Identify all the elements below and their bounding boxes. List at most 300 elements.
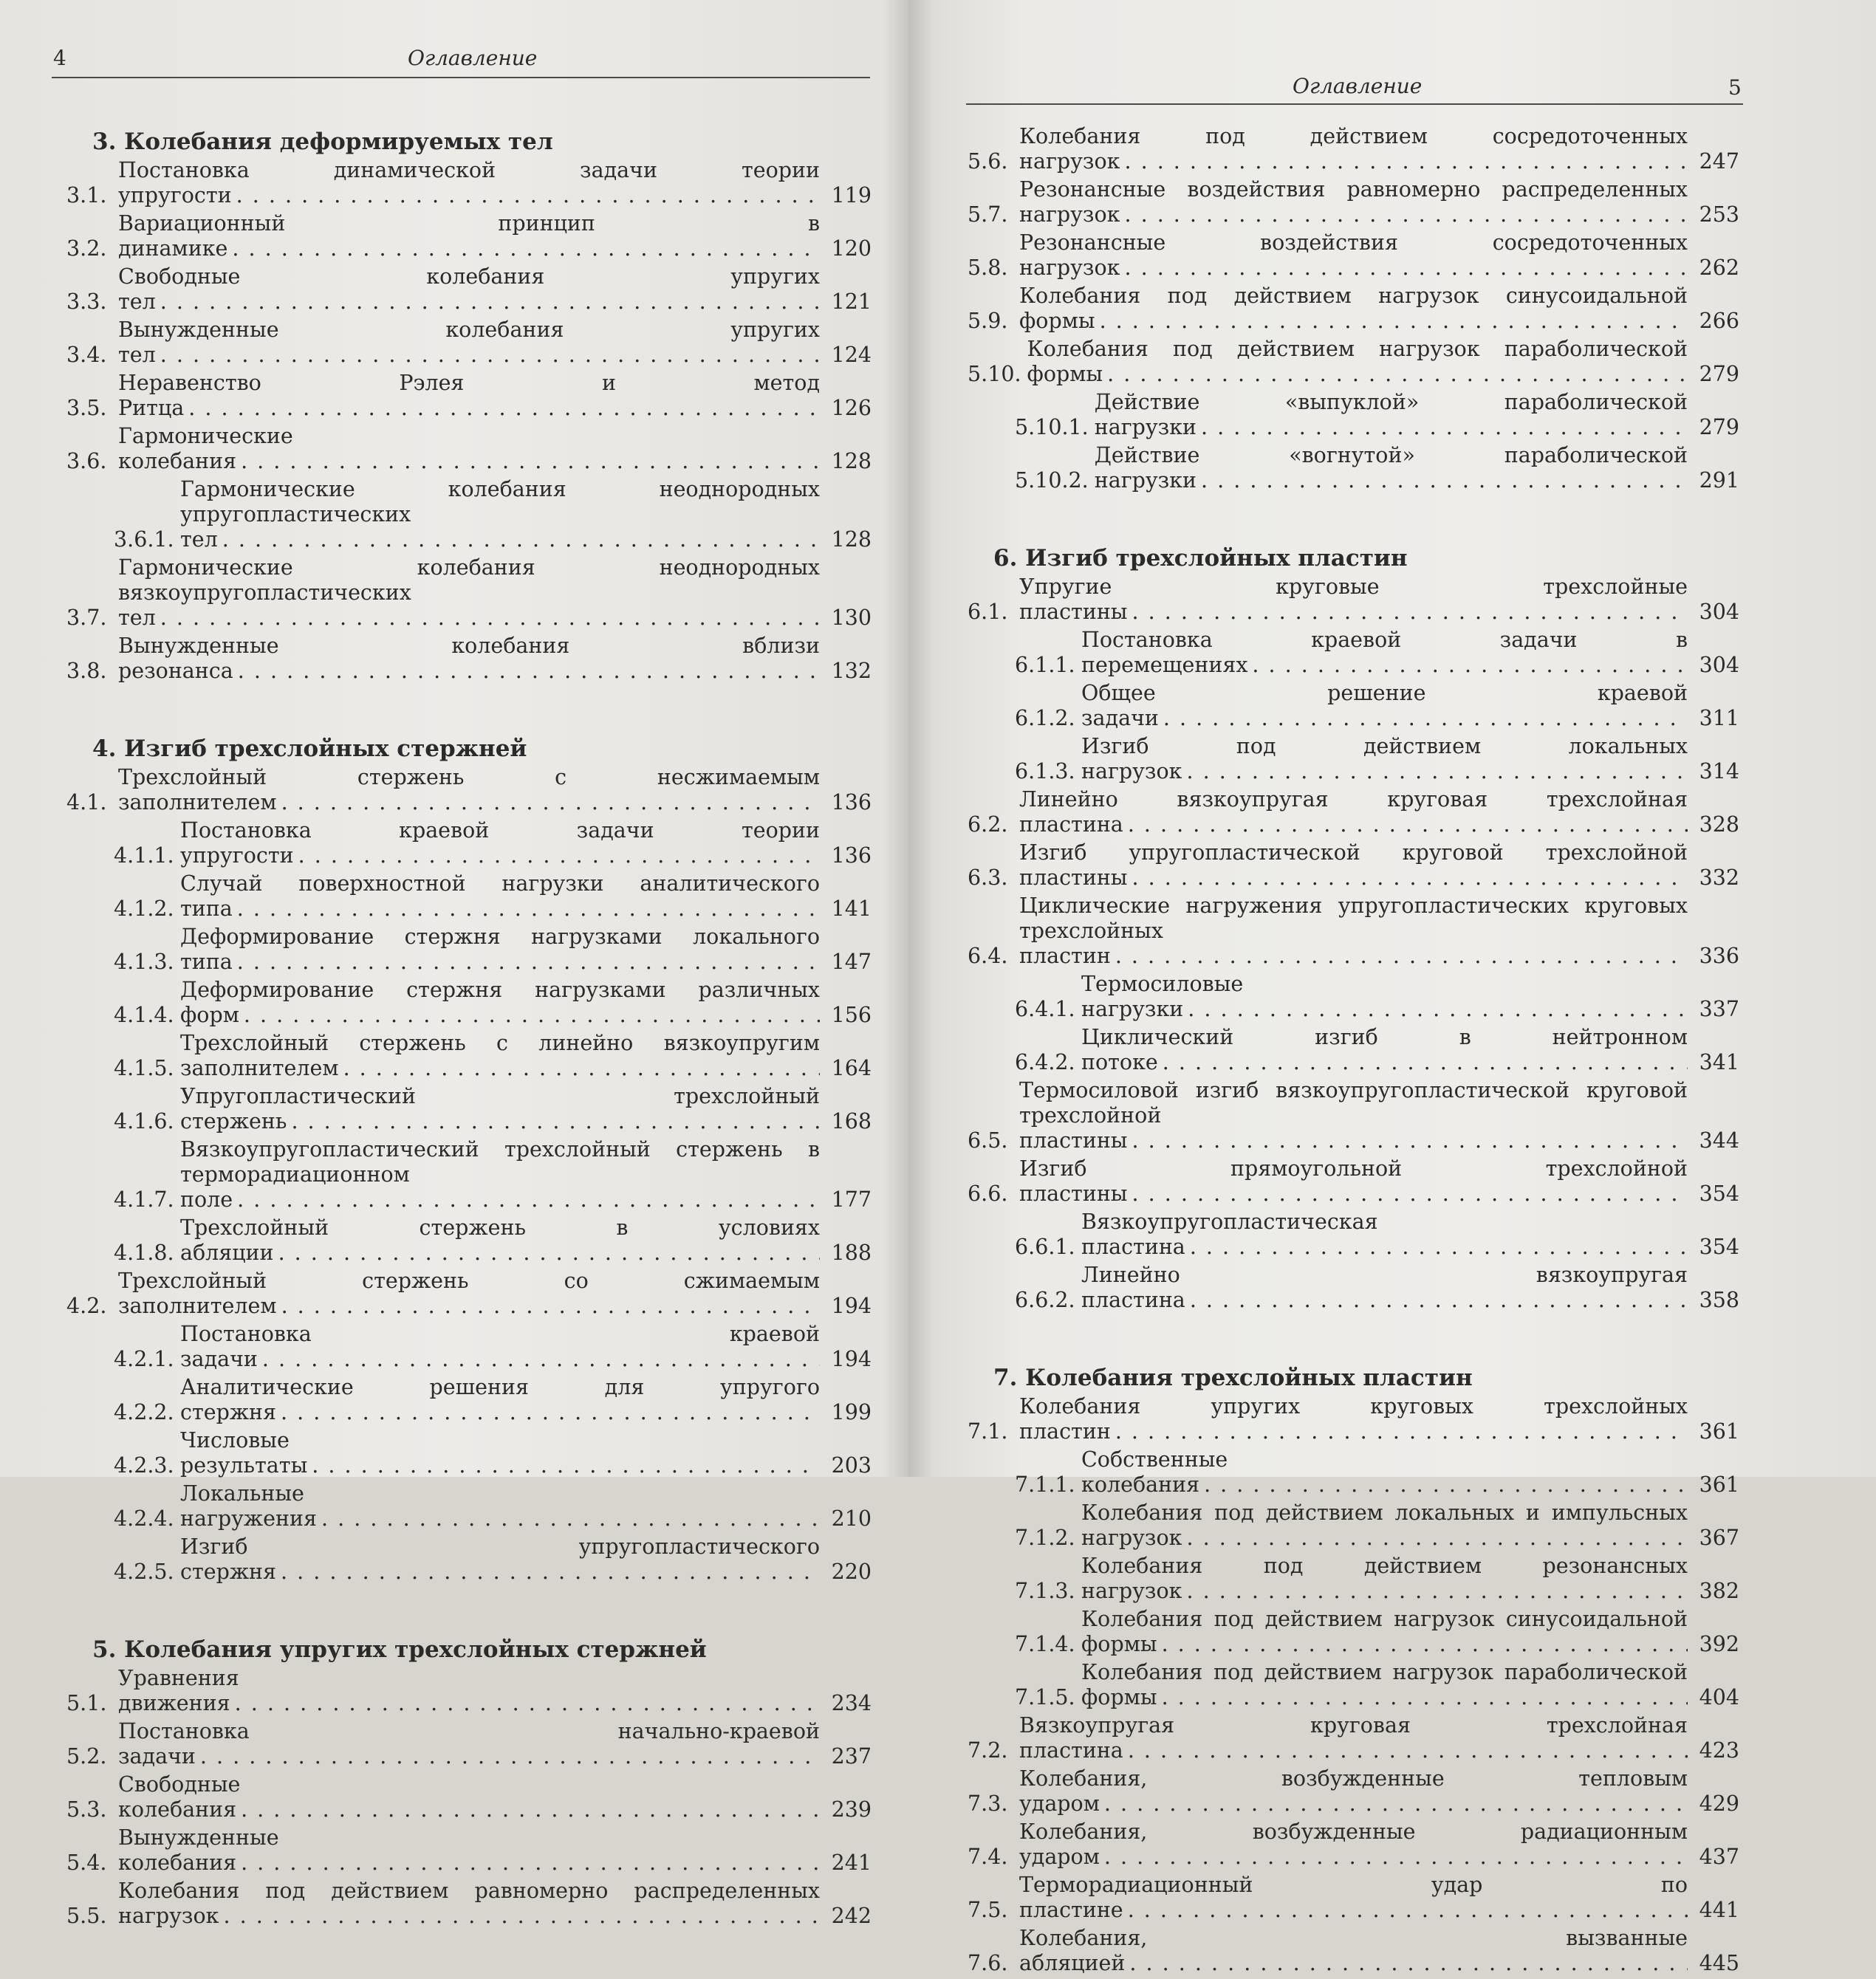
toc-entry-title xyxy=(118,1719,820,1772)
toc-entry-number: 4.1.8. xyxy=(114,1241,174,1265)
toc-entry-title xyxy=(1019,1713,1688,1766)
toc-entry-page: 194 xyxy=(831,1347,872,1371)
toc-entry-page: 220 xyxy=(831,1560,872,1584)
toc-entry-title-text: Изгиб упругопластического стержня xyxy=(180,1534,820,1584)
toc-entry-title-text: Постановка краевой задачи теории упругости xyxy=(180,818,820,868)
toc-entry-number: 5.7. xyxy=(968,202,1008,227)
toc-entry-title xyxy=(1019,1926,1688,1979)
toc-entry[interactable] xyxy=(66,1719,872,1772)
toc-entry-title xyxy=(118,1879,820,1932)
toc-entry[interactable] xyxy=(968,787,1739,840)
toc-entry-title xyxy=(180,1534,820,1588)
toc-entry-page: 429 xyxy=(1699,1791,1739,1816)
toc-entry-number: 5.1. xyxy=(66,1691,107,1715)
toc-entry-title xyxy=(118,555,820,634)
toc-entry[interactable] xyxy=(968,734,1739,787)
toc-entry-title-text: Колебания под действием нагрузок синусоидальной формы xyxy=(1081,1607,1688,1656)
toc-entry-number: 7.1. xyxy=(968,1419,1008,1444)
toc-entry[interactable] xyxy=(66,1534,872,1588)
toc-entry-page: 423 xyxy=(1699,1738,1739,1763)
toc-entry[interactable] xyxy=(66,211,872,264)
toc-entry-title xyxy=(1019,177,1688,230)
toc-entry-title-text: Упругие круговые трехслойные пластины xyxy=(1019,575,1688,624)
toc-entry-title-text: Трехслойный стержень в условиях абляции xyxy=(180,1215,820,1265)
toc-entry[interactable] xyxy=(66,318,872,371)
toc-entry[interactable] xyxy=(968,894,1739,972)
toc-entry-number: 7.6. xyxy=(968,1951,1008,1975)
toc-entry-number: 5.10. xyxy=(968,362,1021,386)
toc-entry-page: 237 xyxy=(831,1744,872,1769)
toc-entry-page: 124 xyxy=(831,343,872,367)
toc-entry-number: 3.7. xyxy=(66,606,107,630)
toc-entry-title xyxy=(1081,681,1688,734)
toc-entry-title xyxy=(118,1825,820,1879)
toc-entry-title xyxy=(1081,1263,1688,1316)
toc-entry-number: 5.8. xyxy=(968,255,1008,280)
toc-entry-title-text: Действие «выпуклой» параболической нагрузки xyxy=(1094,390,1688,439)
toc-entry-title xyxy=(118,158,820,211)
toc-entry[interactable] xyxy=(66,871,872,925)
toc-entry-title-text: Свободные колебания упругих тел xyxy=(118,264,820,314)
toc-entry-number: 4.2.1. xyxy=(114,1347,174,1371)
toc-entry-page: 119 xyxy=(831,183,872,207)
page-number: 4 xyxy=(53,46,66,70)
toc-entry-title xyxy=(1019,230,1688,284)
toc-entry-page: 328 xyxy=(1699,812,1739,837)
toc-entry[interactable] xyxy=(66,1322,872,1375)
toc-entry-number: 6.1.3. xyxy=(1015,759,1075,783)
toc-entry-number: 3.6. xyxy=(66,449,107,473)
toc-entry-number: 7.5. xyxy=(968,1898,1008,1922)
toc-entry-number: 4.2.3. xyxy=(114,1453,174,1478)
toc-entry-page: 188 xyxy=(831,1241,872,1265)
toc-entry[interactable] xyxy=(66,371,872,424)
toc-entry-title xyxy=(118,211,820,264)
toc-entry-page: 437 xyxy=(1699,1845,1739,1869)
toc-entry[interactable] xyxy=(968,575,1739,628)
toc-entry-page: 341 xyxy=(1699,1050,1739,1074)
toc-entry[interactable] xyxy=(66,765,872,818)
toc-entry-title-text: Собственные колебания xyxy=(1081,1447,1228,1497)
toc-entry-title xyxy=(180,477,820,555)
toc-entry[interactable] xyxy=(66,477,872,555)
toc-entry[interactable] xyxy=(66,925,872,978)
toc-entry-title xyxy=(1019,575,1688,628)
toc-entry-title xyxy=(180,871,820,925)
toc-entry[interactable] xyxy=(968,1819,1739,1873)
toc-entry[interactable] xyxy=(968,230,1739,284)
toc-entry-title xyxy=(1019,787,1688,840)
toc-entry-title xyxy=(118,634,820,687)
toc-entry-page: 354 xyxy=(1699,1235,1739,1259)
toc-entry-title xyxy=(118,371,820,424)
toc-entry-title xyxy=(118,1772,820,1825)
toc-entry-page: 141 xyxy=(831,896,872,921)
toc-entry-page: 361 xyxy=(1699,1472,1739,1497)
toc-entry-title-text: Изгиб под действием локальных нагрузок xyxy=(1081,734,1688,783)
toc-entry-number: 4.1.5. xyxy=(114,1056,174,1080)
toc-entry[interactable] xyxy=(968,1607,1739,1660)
left-page xyxy=(0,0,908,1928)
toc-entry-title-text: Колебания под действием сосредоточенных нагрузок xyxy=(1019,124,1688,174)
toc-entry-title-text: Вариационный принцип в динамике xyxy=(118,211,820,261)
toc-entry-title xyxy=(1019,1156,1688,1210)
chapter-heading: 3. Колебания деформируемых тел xyxy=(92,128,553,155)
toc-entry-title xyxy=(118,1666,820,1719)
toc-entry[interactable] xyxy=(66,1772,872,1825)
toc-entry-number: 6.6. xyxy=(968,1181,1008,1206)
toc-entry-title xyxy=(1019,1078,1688,1156)
toc-entry-title-text: Термосиловые нагрузки xyxy=(1081,972,1244,1021)
toc-entry-page: 132 xyxy=(831,659,872,683)
toc-entry-page: 392 xyxy=(1699,1632,1739,1656)
toc-entry-page: 147 xyxy=(831,950,872,974)
toc-entry-page: 168 xyxy=(831,1109,872,1133)
toc-entry-title-text: Колебания под действием резонансных нагрузок xyxy=(1081,1554,1688,1603)
toc-entry[interactable] xyxy=(968,1713,1739,1766)
toc-entry[interactable] xyxy=(968,1554,1739,1607)
toc-entry-number: 7.1.2. xyxy=(1015,1526,1075,1550)
toc-entry-title-text: Колебания, возбужденные тепловым ударом xyxy=(1019,1766,1688,1816)
toc-entry-page: 367 xyxy=(1699,1526,1739,1550)
toc-entry-page: 314 xyxy=(1699,759,1739,783)
toc-entry-page: 354 xyxy=(1699,1181,1739,1206)
toc-entry-title-text: Вынужденные колебания вблизи резонанса xyxy=(118,634,820,683)
toc-entry-title xyxy=(180,818,820,871)
toc-entry-title xyxy=(1019,1766,1688,1819)
toc-entry-title-text: Гармонические колебания xyxy=(118,424,293,473)
toc-entry[interactable] xyxy=(968,1766,1739,1819)
toc-entry-title xyxy=(1081,628,1688,681)
toc-entry[interactable] xyxy=(968,390,1739,443)
toc-entry[interactable] xyxy=(968,1660,1739,1713)
toc-entry-number: 5.5. xyxy=(66,1904,107,1928)
toc-entry-number: 6.1.2. xyxy=(1015,706,1075,730)
toc-entry-title-text: Трехслойный стержень с линейно вязкоупругим заполнителем xyxy=(180,1031,820,1080)
toc-entry-page: 332 xyxy=(1699,865,1739,890)
toc-entry[interactable] xyxy=(968,337,1739,390)
toc-entry[interactable] xyxy=(66,1215,872,1269)
chapter-heading: 6. Изгиб трехслойных пластин xyxy=(993,545,1408,572)
toc-entry-title-text: Колебания под действием локальных и импульсных нагрузок xyxy=(1081,1500,1688,1550)
toc-entry-number: 4.2.4. xyxy=(114,1506,174,1531)
toc-entry-number: 5.4. xyxy=(66,1851,107,1875)
toc-entry-title-text: Общее решение краевой задачи xyxy=(1081,681,1688,730)
toc-entry-title-text: Вынужденные колебания упругих тел xyxy=(118,318,820,367)
toc-entry-number: 5.2. xyxy=(66,1744,107,1769)
header-rule xyxy=(966,103,1743,105)
toc-entry-title-text: Числовые результаты xyxy=(180,1428,308,1478)
toc-entry[interactable] xyxy=(968,1078,1739,1156)
toc-entry-number: 6.1. xyxy=(968,600,1008,624)
toc-entry[interactable] xyxy=(968,1500,1739,1554)
toc-entry-page: 266 xyxy=(1699,309,1739,333)
toc-entry-number: 7.4. xyxy=(968,1845,1008,1869)
toc-entry-title-text: Случай поверхностной нагрузки аналитического типа xyxy=(180,871,820,921)
toc-entry-title-text: Циклические нагружения упругопластических круговых трехслойных пластин xyxy=(1019,894,1688,968)
toc-entry-title xyxy=(180,1215,820,1269)
toc-entry[interactable] xyxy=(968,681,1739,734)
toc-entry-title xyxy=(118,424,820,477)
toc-entry-number: 3.5. xyxy=(66,396,107,420)
toc-entry[interactable] xyxy=(66,1031,872,1084)
page-number: 5 xyxy=(1728,75,1742,100)
right-page xyxy=(908,0,1876,1975)
toc-entry-number: 6.3. xyxy=(968,865,1008,890)
toc-entry-title xyxy=(118,264,820,318)
toc-entry-page: 156 xyxy=(831,1003,872,1027)
toc-entry[interactable] xyxy=(968,284,1739,337)
toc-entry-title-text: Вынужденные колебания xyxy=(118,1825,279,1875)
toc-entry-title-text: Деформирование стержня нагрузками различных форм xyxy=(180,978,820,1027)
toc-entry-title-text: Постановка динамической задачи теории упругости xyxy=(118,158,820,207)
toc-entry-title-text: Вязкоупругая круговая трехслойная пластина xyxy=(1019,1713,1688,1763)
toc-entry-title-text: Гармонические колебания неоднородных упругопластических тел xyxy=(180,477,820,552)
toc-entry-title-text: Гармонические колебания неоднородных вязкоупругопластических тел xyxy=(118,555,820,630)
toc-entry-title-text: Колебания под действием равномерно распределенных нагрузок xyxy=(118,1879,820,1928)
toc-entry-title xyxy=(1019,1873,1688,1926)
toc-entry-title xyxy=(1081,734,1688,787)
toc-entry[interactable] xyxy=(66,1084,872,1137)
toc-entry-number: 6.4.2. xyxy=(1015,1050,1075,1074)
toc-entry[interactable] xyxy=(66,1879,872,1932)
toc-entry[interactable] xyxy=(66,555,872,634)
toc-entry-number: 3.6.1. xyxy=(114,527,174,552)
toc-entry-page: 382 xyxy=(1699,1579,1739,1603)
toc-entry[interactable] xyxy=(968,628,1739,681)
toc-entry-title-text: Постановка начально-краевой задачи xyxy=(118,1719,820,1769)
toc-entry-title xyxy=(1095,443,1688,496)
toc-entry-number: 5.9. xyxy=(968,309,1008,333)
toc-entry-title xyxy=(180,1084,820,1137)
toc-entry[interactable] xyxy=(968,177,1739,230)
toc-entry[interactable] xyxy=(66,1666,872,1719)
toc-entry-title-text: Колебания под действием нагрузок параболической формы xyxy=(1027,337,1688,386)
toc-entry-title xyxy=(118,1269,820,1322)
chapter-heading: 4. Изгиб трехслойных стержней xyxy=(92,735,527,762)
toc-entry-title xyxy=(118,318,820,371)
toc-entry-page: 344 xyxy=(1699,1128,1739,1153)
toc-entry-title-text: Изгиб прямоугольной трехслойной пластины xyxy=(1019,1156,1688,1206)
toc-entry-title-text: Циклический изгиб в нейтронном потоке xyxy=(1081,1025,1688,1074)
toc-entry[interactable] xyxy=(968,1210,1739,1263)
toc-entry-title-text: Постановка краевой задачи xyxy=(180,1322,820,1371)
toc-entry-number: 4.1.6. xyxy=(114,1109,174,1133)
toc-entry-page: 128 xyxy=(831,449,872,473)
toc-entry-title xyxy=(180,1031,820,1084)
toc-entry[interactable] xyxy=(66,1375,872,1428)
toc-entry-title xyxy=(180,1428,820,1481)
toc-entry-number: 6.1.1. xyxy=(1015,653,1075,677)
toc-entry-page: 336 xyxy=(1699,944,1739,968)
header-rule xyxy=(52,77,870,78)
toc-entry[interactable] xyxy=(66,264,872,318)
toc-entry-number: 6.6.1. xyxy=(1015,1235,1075,1259)
running-title: Оглавление xyxy=(1293,74,1423,98)
toc-entry-title xyxy=(180,1481,820,1534)
toc-entry-title xyxy=(1019,1819,1688,1873)
toc-entry-number: 4.2. xyxy=(66,1294,107,1318)
toc-entry[interactable] xyxy=(968,124,1739,177)
toc-entry-title-text: Аналитические решения для упругого стержня xyxy=(180,1375,820,1424)
toc-entry-page: 164 xyxy=(831,1056,872,1080)
toc-entry-number: 4.1.3. xyxy=(114,950,174,974)
toc-entry[interactable] xyxy=(66,818,872,871)
toc-entry-page: 361 xyxy=(1699,1419,1739,1444)
toc-entry-page: 136 xyxy=(831,790,872,814)
toc-entry-page: 304 xyxy=(1699,653,1739,677)
toc-entry[interactable] xyxy=(968,840,1739,894)
toc-entry-title xyxy=(1027,337,1688,390)
toc-entry-title xyxy=(180,1137,820,1215)
toc-entry-title xyxy=(1081,1607,1688,1660)
toc-entry-page: 247 xyxy=(1699,149,1739,174)
toc-entry[interactable] xyxy=(968,1873,1739,1926)
toc-entry-number: 6.2. xyxy=(968,812,1008,837)
toc-entry[interactable] xyxy=(968,443,1739,496)
toc-entry-title xyxy=(1019,1394,1688,1447)
toc-entry-page: 337 xyxy=(1699,997,1739,1021)
toc-entry-page: 304 xyxy=(1699,600,1739,624)
toc-entry-title-text: Деформирование стержня нагрузками локального типа xyxy=(180,925,820,974)
toc-entry-title xyxy=(1081,1210,1688,1263)
toc-entry-number: 7.1.1. xyxy=(1015,1472,1075,1497)
toc-entry-page: 445 xyxy=(1699,1951,1739,1975)
toc-entry-page: 241 xyxy=(831,1851,872,1875)
toc-entry[interactable] xyxy=(66,1137,872,1215)
toc-entry-number: 6.4.1. xyxy=(1015,997,1075,1021)
toc-entry-number: 5.3. xyxy=(66,1797,107,1822)
toc-entry[interactable] xyxy=(968,1926,1739,1979)
toc-entry-title xyxy=(1081,1660,1688,1713)
toc-entry-page: 404 xyxy=(1699,1685,1739,1709)
toc-entry-title xyxy=(180,1375,820,1428)
toc-entry-title xyxy=(1081,1554,1688,1607)
toc-entry-number: 3.1. xyxy=(66,183,107,207)
toc-entry-page: 121 xyxy=(831,289,872,314)
toc-entry-title-text: Трехслойный стержень со сжимаемым заполнителем xyxy=(118,1269,820,1318)
toc-entry-number: 4.1.1. xyxy=(114,843,174,868)
toc-entry-title-text: Изгиб упругопластической круговой трехслойной пластины xyxy=(1019,840,1688,890)
running-title: Оглавление xyxy=(408,46,538,70)
toc-entry-number: 6.6.2. xyxy=(1015,1288,1075,1312)
toc-entry-title xyxy=(118,765,820,818)
toc-entry-page: 358 xyxy=(1699,1288,1739,1312)
toc-entry-title-text: Уравнения движения xyxy=(118,1666,239,1715)
toc-entry-number: 6.5. xyxy=(968,1128,1008,1153)
toc-entry-page: 128 xyxy=(831,527,872,552)
toc-entry[interactable] xyxy=(66,634,872,687)
toc-entry[interactable] xyxy=(968,1394,1739,1447)
toc-entry-title-text: Свободные колебания xyxy=(118,1772,241,1822)
book-gutter xyxy=(883,0,934,1477)
toc-entry-title-text: Вязкоупругопластическая пластина xyxy=(1081,1210,1378,1259)
toc-entry-page: 441 xyxy=(1699,1898,1739,1922)
toc-entry-page: 136 xyxy=(831,843,872,868)
toc-entry-title xyxy=(180,1322,820,1375)
toc-entry[interactable] xyxy=(968,1156,1739,1210)
toc-entry-number: 6.4. xyxy=(968,944,1008,968)
toc-entry-number: 3.2. xyxy=(66,236,107,261)
toc-entry-number: 5.10.1. xyxy=(1015,415,1089,439)
toc-entry[interactable] xyxy=(968,972,1739,1025)
toc-entry-number: 4.1.7. xyxy=(114,1187,174,1212)
toc-entry-number: 4.2.2. xyxy=(114,1400,174,1424)
toc-entry[interactable] xyxy=(968,1447,1739,1500)
toc-entry-number: 4.2.5. xyxy=(114,1560,174,1584)
toc-column-right xyxy=(968,124,1739,1979)
toc-entry[interactable] xyxy=(66,978,872,1031)
toc-entry-title-text: Колебания, вызванные абляцией xyxy=(1019,1926,1688,1975)
toc-entry-title xyxy=(1081,1500,1688,1554)
toc-entry-title-text: Терморадиационный удар по пластине xyxy=(1019,1873,1688,1922)
toc-entry-title xyxy=(1019,840,1688,894)
toc-entry-title xyxy=(180,978,820,1031)
toc-entry-number: 7.3. xyxy=(968,1791,1008,1816)
toc-entry[interactable] xyxy=(66,1825,872,1879)
toc-entry-title-text: Вязкоупругопластический трехслойный стержень в терморадиационном поле xyxy=(180,1137,820,1212)
toc-entry-title-text: Колебания, возбужденные радиационным ударом xyxy=(1019,1819,1688,1869)
toc-entry-number: 5.6. xyxy=(968,149,1008,174)
toc-entry-page: 291 xyxy=(1699,468,1739,493)
toc-entry-title-text: Упругопластический трехслойный стержень xyxy=(180,1084,820,1133)
toc-entry[interactable] xyxy=(66,1269,872,1322)
toc-entry-page: 177 xyxy=(831,1187,872,1212)
toc-entry-title xyxy=(1019,894,1688,972)
toc-column-left xyxy=(66,126,872,1932)
toc-entry-title-text: Резонансные воздействия равномерно распределенных нагрузок xyxy=(1019,177,1688,227)
toc-entry-number: 4.1.2. xyxy=(114,896,174,921)
toc-entry-page: 279 xyxy=(1699,362,1739,386)
toc-entry[interactable] xyxy=(66,1481,872,1534)
toc-entry-page: 194 xyxy=(831,1294,872,1318)
toc-entry-title-text: Термосиловой изгиб вязкоупругопластической круговой трехслойной пластины xyxy=(1019,1078,1688,1153)
toc-entry-page: 126 xyxy=(831,396,872,420)
toc-entry-title xyxy=(1081,1025,1688,1078)
toc-entry-title xyxy=(1081,1447,1688,1500)
toc-entry-title-text: Колебания упругих круговых трехслойных пластин xyxy=(1019,1394,1688,1444)
toc-entry-number: 4.1.4. xyxy=(114,1003,174,1027)
toc-entry-number: 5.10.2. xyxy=(1015,468,1089,493)
toc-entry-page: 199 xyxy=(831,1400,872,1424)
toc-entry[interactable] xyxy=(66,1428,872,1481)
toc-entry-title-text: Линейно вязкоупругая круговая трехслойная пластина xyxy=(1019,787,1688,837)
chapter-heading: 5. Колебания упругих трехслойных стержней xyxy=(92,1636,707,1663)
toc-entry-page: 253 xyxy=(1699,202,1739,227)
toc-entry-page: 210 xyxy=(831,1506,872,1531)
toc-entry-page: 239 xyxy=(831,1797,872,1822)
toc-entry-title-text: Линейно вязкоупругая пластина xyxy=(1081,1263,1688,1312)
toc-entry[interactable] xyxy=(66,158,872,211)
toc-entry-title xyxy=(180,925,820,978)
toc-entry-number: 7.1.4. xyxy=(1015,1632,1075,1656)
toc-entry-title-text: Колебания под действием нагрузок параболической формы xyxy=(1081,1660,1688,1709)
toc-entry-page: 242 xyxy=(831,1904,872,1928)
toc-entry-title xyxy=(1081,972,1688,1025)
toc-entry-title-text: Резонансные воздействия сосредоточенных нагрузок xyxy=(1019,230,1688,280)
toc-entry-page: 311 xyxy=(1699,706,1739,730)
toc-entry-title-text: Локальные нагружения xyxy=(180,1481,317,1531)
toc-entry-title-text: Постановка краевой задачи в перемещениях xyxy=(1081,628,1688,677)
toc-entry-number: 3.8. xyxy=(66,659,107,683)
toc-entry[interactable] xyxy=(66,424,872,477)
toc-entry-page: 203 xyxy=(831,1453,872,1478)
toc-entry-page: 279 xyxy=(1699,415,1739,439)
toc-entry[interactable] xyxy=(968,1025,1739,1078)
toc-entry-number: 3.4. xyxy=(66,343,107,367)
toc-entry-page: 130 xyxy=(831,606,872,630)
toc-entry[interactable] xyxy=(968,1263,1739,1316)
